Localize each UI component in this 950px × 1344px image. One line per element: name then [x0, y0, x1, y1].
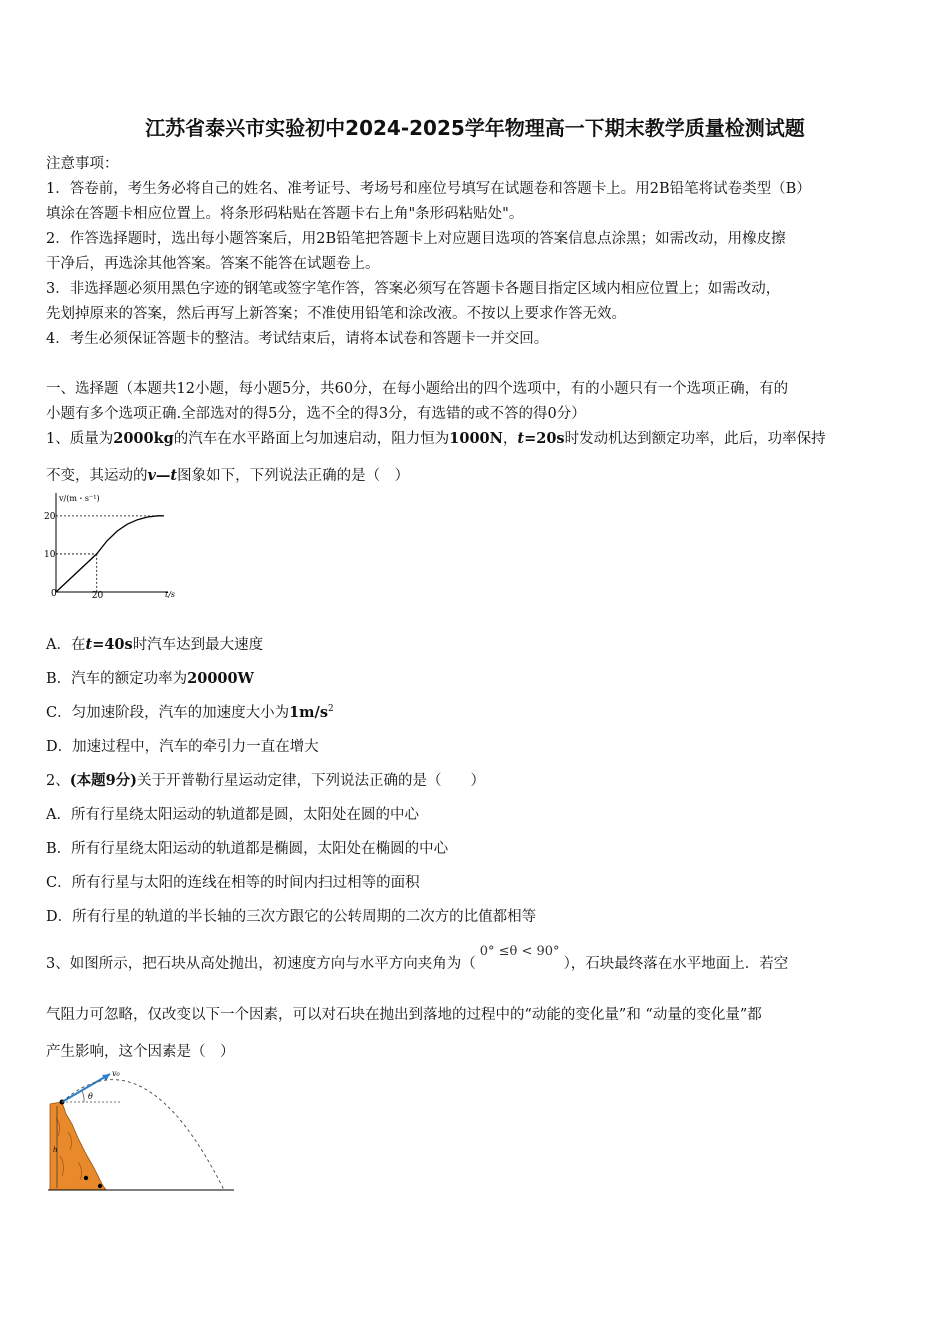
question-2-option-a: A．所有行星绕太阳运动的轨道都是圆，太阳处在圆的中心: [46, 807, 419, 823]
vt-chart: [40, 490, 190, 605]
question-1-option-b: B．汽车的额定功率为20000W: [46, 670, 254, 687]
section-heading-line-1: 一、选择题（本题共12小题，每小题5分，共60分，在每小题给出的四个选项中，有的小题只有一个选项正确，有的: [46, 381, 789, 397]
notice-line-5: 3．非选择题必须用黑色字迹的钢笔或签字笔作答，答案必须写在答题卡各题目指定区域内相应位置上；如需改动，: [46, 281, 781, 297]
notice-line-1: 1．答卷前，考生务必将自己的姓名、准考证号、考场号和座位号填写在试题卷和答题卡上。用2B铅笔将试卷类型（B）: [46, 181, 811, 197]
height-label: h: [53, 1146, 58, 1154]
question-3-stem-line-1: 3、如图所示，把石块从高处抛出，初速度方向与水平方向夹角为（0° ≤θ < 90°），石块最终落在水平地面上．若空: [46, 944, 789, 972]
angle-arc: [82, 1091, 84, 1102]
cliff: [50, 1102, 106, 1190]
projectile-figure: [44, 1066, 238, 1196]
rock-dot-2: [98, 1184, 102, 1188]
origin-label: 0: [51, 589, 57, 599]
page-title: 江苏省泰兴市实验初中2024-2025学年物理高一下期末教学质量检测试题: [145, 116, 805, 140]
question-2-option-b: B．所有行星绕太阳运动的轨道都是椭圆，太阳处在椭圆的中心: [46, 841, 449, 857]
x-tick-20: 20: [91, 591, 104, 601]
question-3-stem-line-2: 气阻力可忽略，仅改变以下一个因素，可以对石块在抛出到落地的过程中的“动能的变化量”和 “动量的变化量”都: [46, 1007, 762, 1023]
question-1-option-c: C．匀加速阶段，汽车的加速度大小为$1m/s^2$: [46, 704, 334, 721]
question-1-stem-line-2: 不变，其运动的v—t图象如下，下列说法正确的是（ ）: [46, 467, 410, 484]
notice-line-3: 2．作答选择题时，选出每小题答案后，用2B铅笔把答题卡上对应题目选项的答案信息点涂黑；如需改动，用橡皮擦: [46, 231, 786, 247]
notice-line-4: 干净后，再选涂其他答案。答案不能答在试题卷上。: [46, 256, 380, 272]
question-2-option-c: C．所有行星与太阳的连线在相等的时间内扫过相等的面积: [46, 875, 420, 891]
angle-range-formula: 0° ≤θ < 90°: [479, 944, 560, 959]
notice-line-6: 先划掉原来的答案，然后再写上新答案；不准使用铅笔和涂改液。不按以上要求作答无效。: [46, 306, 626, 322]
question-3-stem-line-3: 产生影响，这个因素是（ ）: [46, 1044, 235, 1060]
y-tick-20: 20: [44, 511, 56, 522]
x-axis-label: t/s: [165, 590, 176, 599]
notice-line-7: 4．考生必须保证答题卡的整洁。考试结束后，请将本试卷和答题卡一并交回。: [46, 331, 549, 347]
y-axis-label: v/(m・s⁻¹): [59, 494, 100, 503]
question-2-option-d: D．所有行星的轨道的半长轴的三次方跟它的公转周期的二次方的比值都相等: [46, 909, 537, 925]
velocity-arrow: [62, 1074, 110, 1102]
v0-label: v₀: [112, 1069, 120, 1078]
notice-heading: 注意事项：: [46, 156, 119, 172]
notice-line-2: 填涂在答题卡相应位置上。将条形码粘贴在答题卡右上角"条形码粘贴处"。: [46, 206, 524, 222]
question-2-stem: 2、(本题9分)关于开普勒行星运动定律，下列说法正确的是（ ）: [46, 772, 486, 789]
question-1-option-a: A．在t=40s时汽车达到最大速度: [46, 636, 264, 653]
theta-label: θ: [88, 1092, 93, 1101]
section-heading-line-2: 小题有多个选项正确.全部选对的得5分，选不全的得3分，有选错的或不答的得0分）: [46, 406, 586, 422]
question-1-stem-line-1: 1、质量为2000kg的汽车在水平路面上匀加速启动，阻力恒为1000N，t=20s时发动机达到额定功率，此后，功率保持: [46, 430, 826, 447]
y-tick-10: 10: [44, 549, 56, 560]
rock-dot-1: [84, 1176, 88, 1180]
question-1-option-d: D．加速过程中，汽车的牵引力一直在增大: [46, 739, 319, 755]
